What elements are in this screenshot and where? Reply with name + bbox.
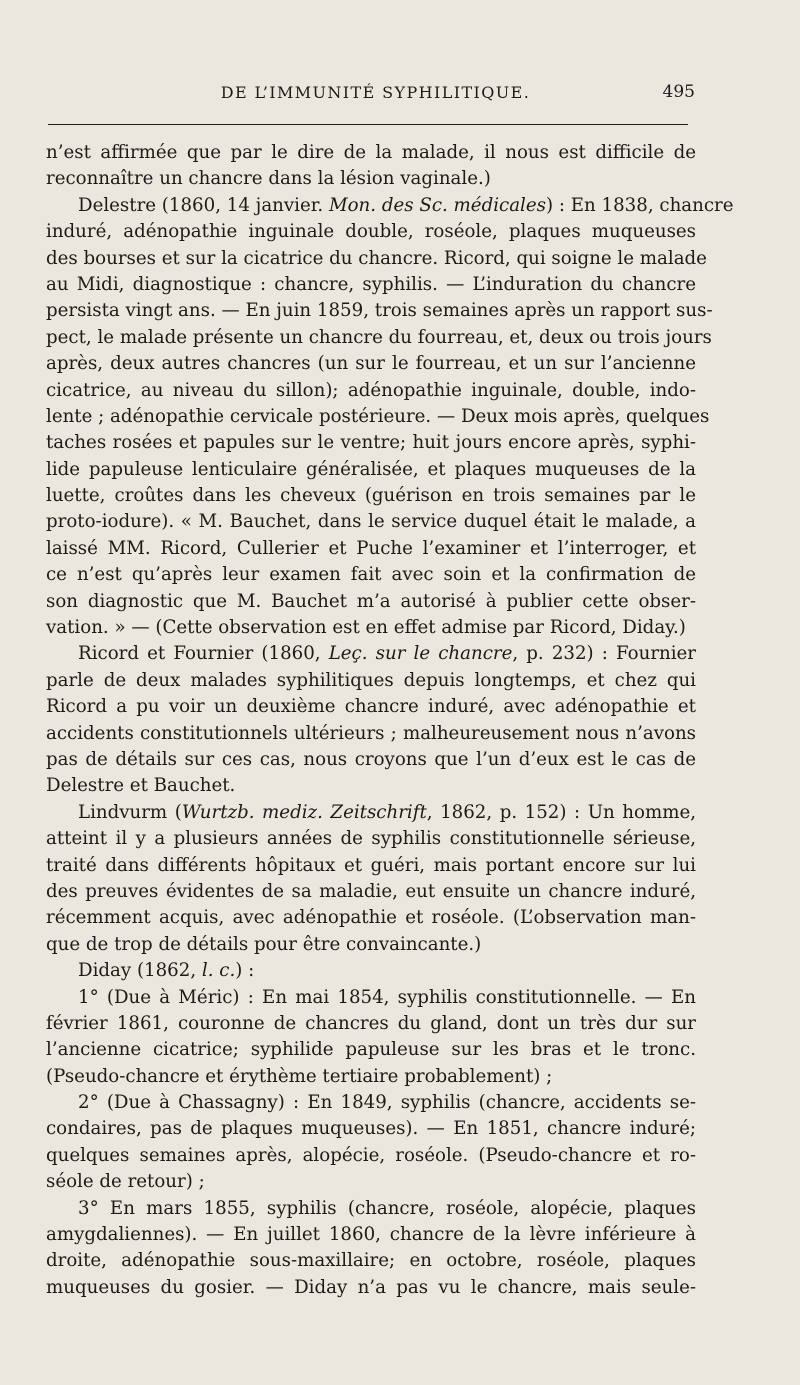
text-line: accidents constitutionnels ultérieurs ; malheureusement nous n’avons [46,722,696,744]
text-line [46,800,696,826]
text-line: son diagnostic que M. Bauchet m’a autorisé à publier cette obser- [46,590,696,612]
text-line: laissé MM. Ricord, Cullerier et Puche l’examiner et l’interroger, et [46,537,696,559]
text-line: induré, adénopathie inguinale double, roséole, plaques muqueuses [46,221,696,243]
text-line [46,958,696,984]
text-line: (Pseudo-chancre et érythème tertiaire probablement) ; [46,1065,553,1087]
text-line [46,641,696,667]
text-run: ) : En 1838, chancre [545,194,734,216]
text-line: pas de détails sur ces cas, nous croyons que l’un d’eux est le cas de [46,748,696,770]
text-line: pect, le malade présente un chancre du fourreau, et, deux ou trois jours [46,326,712,348]
text-line: après, deux autres chancres (un sur le fourreau, et un sur l’ancienne [46,353,696,375]
text-line: 3° En mars 1855, syphilis (chancre, roséole, alopécie, plaques [78,1197,696,1219]
text-line: atteint il y a plusieurs années de syphilis constitutionnelle sérieuse, [46,828,696,850]
text-run: , p. 232) : Fournier [512,643,696,665]
text-line: lente ; adénopathie cervicale postérieure. — Deux mois après, quelques [46,405,710,427]
text-run: Diday (1862, [78,960,202,982]
text-line: persista vingt ans. — En juin 1859, trois semaines après un rapport sus- [46,300,713,322]
text-line: 2° (Due à Chassagny) : En 1849, syphilis (chancre, accidents se- [78,1092,696,1114]
text-line: au Midi, diagnostique : chancre, syphilis. — L’induration du chancre [46,273,696,295]
text-run: Lindvurm ( [78,801,182,823]
text-line: des bourses et sur la cicatrice du chancre. Ricord, qui soigne le malade [46,247,707,269]
text-line: quelques semaines après, alopécie, roséole. (Pseudo-chancre et ro- [46,1144,696,1166]
text-line: n’est affirmée que par le dire de la malade, il nous est difficile de [46,142,696,163]
text-line: taches rosées et papules sur le ventre; huit jours encore après, syphi- [46,432,696,454]
text-run: Ricord et Fournier (1860, [78,643,329,665]
text-line: luette, croûtes dans les cheveux (guérison en trois semaines par le [46,485,696,507]
text-line: condaires, pas de plaques muqueuses). — En 1851, chancre induré; [46,1118,696,1140]
text-run: , 1862, p. 152) : Un homme, [426,801,696,823]
text-line: reconnaître un chancre dans la lésion vaginale.) [46,168,491,190]
text-line: séole de retour) ; [46,1171,205,1193]
text-line: février 1861, couronne de chancres du gland, dont un très dur sur [46,1012,696,1034]
text-line: ce n’est qu’après leur examen fait avec soin et la confirmation de [46,564,696,586]
text-line: Delestre et Bauchet. [46,775,236,797]
text-line: lide papuleuse lenticulaire généralisée, et plaques muqueuses de la [46,458,696,480]
text-line: parle de deux malades syphilitiques depuis longtemps, et chez qui [46,669,696,691]
text-line: récemment acquis, avec adénopathie et roséole. (L’observation man- [46,907,696,929]
text-line: droite, adénopathie sous-maxillaire; en octobre, roséole, plaques [46,1250,696,1272]
text-line: 1° (Due à Méric) : En mai 1854, syphilis constitutionnelle. — En [78,986,696,1008]
page-header [48,80,703,108]
italic-citation: Leç. sur le chancre [328,643,513,665]
header-rule [48,124,688,125]
text-run: Delestre (1860, 14 janvier. [78,194,329,216]
text-line: l’ancienne cicatrice; syphilide papuleuse sur les bras et le tronc. [46,1039,696,1061]
text-line: vation. » — (Cette observation est en effet admise par Ricord, Diday.) [46,617,686,639]
running-title: DE L’IMMUNITÉ SYPHILITIQUE. [220,83,531,102]
text-line: des preuves évidentes de sa maladie, eut ensuite un chancre induré, [46,880,696,902]
text-line: amygdaliennes). — En juillet 1860, chancre de la lèvre inférieure à [46,1224,696,1246]
italic-citation: Wurtzb. mediz. Zeitschrift [181,801,427,823]
text-line: traité dans différents hôpitaux et guéri, mais portant encore sur lui [46,854,696,876]
text-line: muqueuses du gosier. — Diday n’a pas vu le chancre, mais seule- [46,1276,696,1298]
italic-citation: Mon. des Sc. médicales [328,194,546,216]
page-number: 495 [662,82,695,102]
text-line: proto-iodure). « M. Bauchet, dans le service duquel était le malade, a [46,511,696,533]
text-line [46,193,734,219]
text-line: Ricord a pu voir un deuxième chancre induré, avec adénopathie et [46,696,696,718]
text-line: cicatrice, au niveau du sillon); adénopathie inguinale, double, indo- [46,379,696,401]
text-run: ) : [235,960,255,982]
body-text [46,140,734,1301]
italic-citation: l. c. [201,960,236,982]
text-line: que de trop de détails pour être convaincante.) [46,933,482,955]
